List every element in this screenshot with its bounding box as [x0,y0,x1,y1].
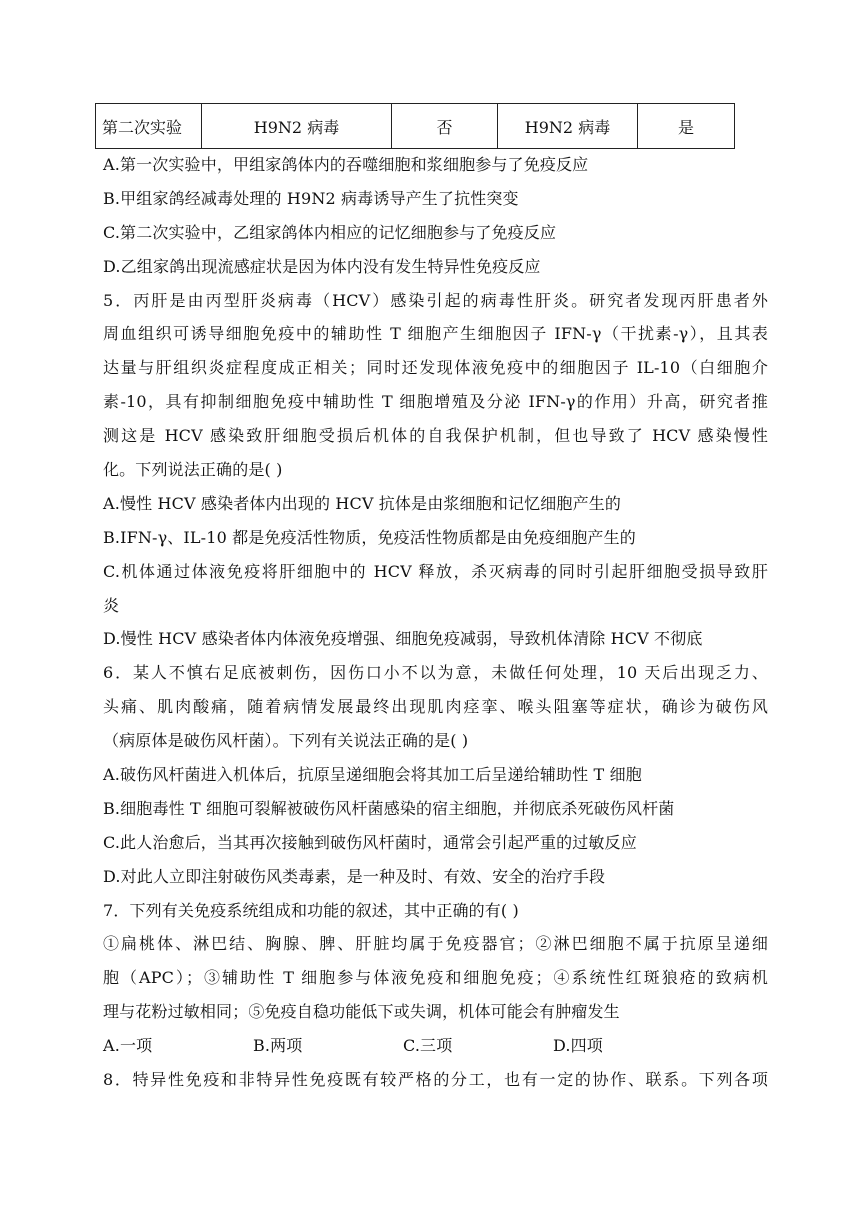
q5-stem-line: 达量与肝组织炎症程度成正相关；同时还发现体液免疫中的细胞因子 IL-10（白细胞介 [103,358,768,378]
q5-stem-line: 化。下列说法正确的是( ) [103,460,283,480]
q7-stem-line: 胞（APC）；③辅助性 T 细胞参与体液免疫和细胞免疫；④系统性红斑狼疮的致病机 [103,968,768,988]
q6-option-a: A.破伤风杆菌进入机体后，抗原呈递细胞会将其加工后呈递给辅助性 T 细胞 [103,765,642,785]
q7-option-b: B.两项 [253,1036,303,1056]
q6-option-d: D.对此人立即注射破伤风类毒素，是一种及时、有效、安全的治疗手段 [103,866,606,886]
q6-stem-line: 6．某人不慎右足底被刺伤，因伤口小不以为意，未做任何处理，10 天后出现乏力、 [103,663,768,683]
table-cell: 是 [638,104,735,149]
q4-option-b: B.甲组家鸽经减毒处理的 H9N2 病毒诱导产生了抗性突变 [103,188,519,208]
q5-option-b: B.IFN-γ、IL-10 都是免疫活性物质，免疫活性物质都是由免疫细胞产生的 [103,527,636,547]
q7-stem-line: 7．下列有关免疫系统组成和功能的叙述，其中正确的有( ) [103,900,519,920]
q4-option-d: D.乙组家鸽出现流感症状是因为体内没有发生特异性免疫反应 [103,256,541,276]
table-row [96,104,735,149]
table-cell: H9N2 病毒 [498,104,638,149]
q5-option-c-cont: 炎 [103,595,120,615]
table-cell: 否 [392,104,498,149]
q4-option-a: A.第一次实验中，甲组家鸽体内的吞噬细胞和浆细胞参与了免疫反应 [103,155,589,174]
q7-stem-line: ①扁桃体、淋巴结、胸腺、脾、肝脏均属于免疫器官；②淋巴细胞不属于抗原呈递细 [103,934,768,954]
q6-option-b: B.细胞毒性 T 细胞可裂解被破伤风杆菌感染的宿主细胞，并彻底杀死破伤风杆菌 [103,798,675,818]
q7-options [103,1029,768,1063]
q6-stem-line: （病原体是破伤风杆菌）。下列有关说法正确的是( ) [103,731,469,751]
q6-option-c: C.此人治愈后，当其再次接触到破伤风杆菌时，通常会引起严重的过敏反应 [103,832,637,852]
q5-stem-line: 测这是 HCV 感染致肝细胞受损后机体的自我保护机制，但也导致了 HCV 感染慢性 [103,426,768,446]
q5-stem-line: 5．丙肝是由丙型肝炎病毒（HCV）感染引起的病毒性肝炎。研究者发现丙肝患者外 [103,290,768,310]
table-cell: H9N2 病毒 [202,104,392,149]
q8-stem-line: 8．特异性免疫和非特异性免疫既有较严格的分工，也有一定的协作、联系。下列各项 [103,1070,768,1090]
table-cell: 第二次实验 [96,104,202,149]
q6-stem-line: 头痛、肌肉酸痛，随着病情发展最终出现肌肉痉挛、喉头阻塞等症状，确诊为破伤风 [103,697,768,717]
q7-option-c: C.三项 [403,1036,453,1056]
q5-stem-line: 素-10，具有抑制细胞免疫中辅助性 T 细胞增殖及分泌 IFN-γ的作用）升高，研究者推 [103,392,768,412]
experiment-table [95,103,735,149]
q7-option-a: A.一项 [103,1036,153,1056]
q7-option-d: D.四项 [553,1036,603,1056]
q5-option-d: D.慢性 HCV 感染者体内体液免疫增强、细胞免疫减弱，导致机体清除 HCV 不彻底 [103,629,703,649]
q5-option-c: C.机体通过体液免疫将肝细胞中的 HCV 释放，杀灭病毒的同时引起肝细胞受损导致肝 [103,561,768,581]
question-text [103,148,768,1097]
q5-stem-line: 周血组织可诱导细胞免疫中的辅助性 T 细胞产生细胞因子 IFN-γ（干扰素-γ），且其表 [103,324,768,344]
q5-option-a: A.慢性 HCV 感染者体内出现的 HCV 抗体是由浆细胞和记忆细胞产生的 [103,493,622,513]
q7-stem-line: 理与花粉过敏相同；⑤免疫自稳功能低下或失调，机体可能会有肿瘤发生 [103,1002,620,1022]
q4-option-c: C.第二次实验中，乙组家鸽体内相应的记忆细胞参与了免疫反应 [103,222,557,242]
